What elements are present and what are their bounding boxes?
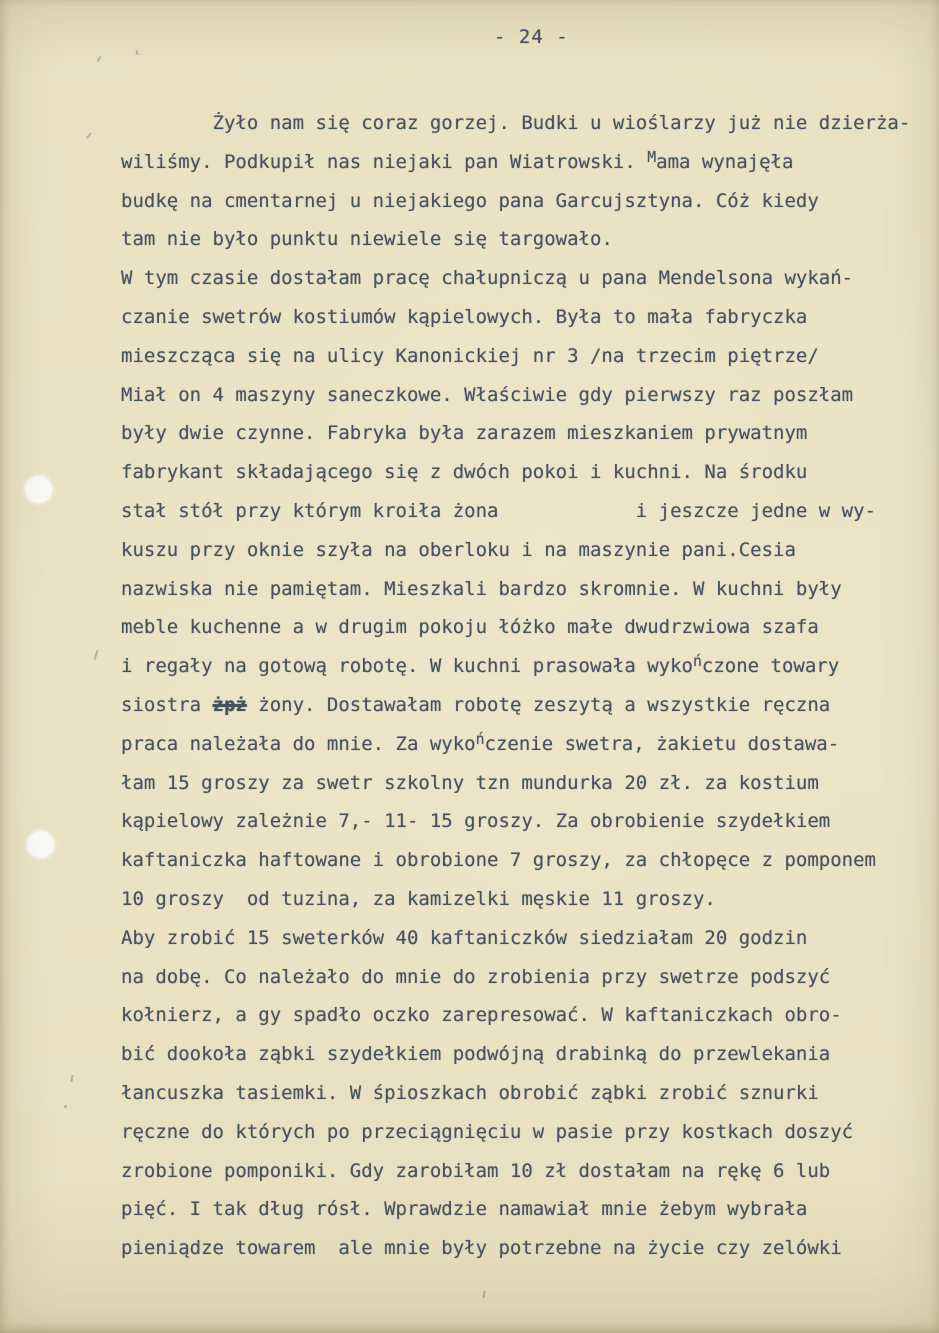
text-line: były dwie czynne. Fabryka była zarazem mieszkaniem prywatnym [121,422,808,445]
text-line: bić dookoła ząbki szydełkiem podwójną drabinką do przewlekania [121,1043,831,1066]
text-line: budkę na cmentarnej u niejakiego pana Garcujsztyna. Cóż kiedy [121,189,819,212]
text-line: meble kuchenne a w drugim pokoju łóżko małe dwudrzwiowa szafa [121,616,819,639]
text-line: łam 15 groszy za swetr szkolny tzn mundurka 20 zł. za kostium [121,771,819,794]
paper-speck [70,1075,73,1082]
typewritten-text [121,104,921,1268]
text-line: Żyło nam się coraz gorzej. Budki u wioślarzy już nie dzierża- [121,112,911,134]
text-line: praca należała do mnie. Za wyko$^ń$czenie swetra, żakietu dostawa- [121,730,840,755]
text-line: nazwiska nie pamiętam. Mieszkali bardzo skromnie. W kuchni były [121,577,842,600]
text-line: tam nie było punktu niewiele się targowało. [121,228,613,251]
text-line: kaftaniczka haftowane i obrobione 7 groszy, za chłopęce z pomponem [121,849,876,872]
paper-speck [64,1105,67,1108]
text-line: W tym czasie dostałam pracę chałupniczą u pana Mendelsona wykań- [121,267,854,290]
text-line: kołnierz, a gy spadło oczko zarepresować. W kaftaniczkach obro- [121,1004,842,1027]
text-line: wiliśmy. Podkupił nas niejaki pan Wiatrowski. $^M$ama wynajęła [121,148,794,173]
text-line: i regały na gotową robotę. W kuchni prasowała wyko$^ń$czone towary [121,653,840,678]
text-line: fabrykant składającego się z dwóch pokoi i kuchni. Na środku [121,461,808,484]
text-line: siostra żpż żony. Dostawałam robotę zeszytą a wszystkie ręczna [121,693,831,716]
paper-speck [135,50,138,55]
text-line: 10 groszy od tuzina, za kamizelki męskie 11 groszy. [121,887,716,910]
text-line: ręczne do których po przeciągnięciu w pasie przy kostkach doszyć [121,1120,854,1143]
text-line: Miał on 4 maszyny saneczkowe. Właściwie gdy pierwszy raz poszłam [121,383,854,406]
punch-hole-top [25,476,52,503]
text-line: kąpielowy zależnie 7,- 11- 15 groszy. Za obrobienie szydełkiem [121,810,831,833]
text-line: na dobę. Co należało do mnie do zrobienia przy swetrze podszyć [121,965,831,988]
punch-hole-bottom [27,831,54,858]
text-line: mieszcząca się na ulicy Kanonickiej nr 3 /na trzecim piętrze/ [121,344,819,367]
text-line: Aby zrobić 15 sweterków 40 kaftaniczków siedziałam 20 godzin [121,926,808,949]
paper-speck [483,1291,486,1298]
text-line: zrobione pomponiki. Gdy zarobiłam 10 zł dostałam na rękę 6 lub [121,1159,831,1182]
text-line: kuszu przy oknie szyła na oberloku i na maszynie pani.Cesia [121,538,796,561]
paper-speck [94,650,99,660]
text-line: łancuszka tasiemki. W śpioszkach obrobić ząbki zrobić sznurki [121,1081,819,1104]
paper-speck [86,132,92,139]
text-line: czanie swetrów kostiumów kąpielowych. Była to mała fabryczka [121,305,808,328]
text-line: pieniądze towarem ale mnie były potrzebne na życie czy zelówki [121,1237,842,1260]
paper-speck [97,56,101,62]
text-line: stał stół przy którym kroiła żona i jeszcze jedne w wy- [121,499,876,522]
page-number: - 24 - [494,26,569,48]
text-line: pięć. I tak dług rósł. Wprawdzie namawiał mnie żebym wybrała [121,1198,808,1221]
